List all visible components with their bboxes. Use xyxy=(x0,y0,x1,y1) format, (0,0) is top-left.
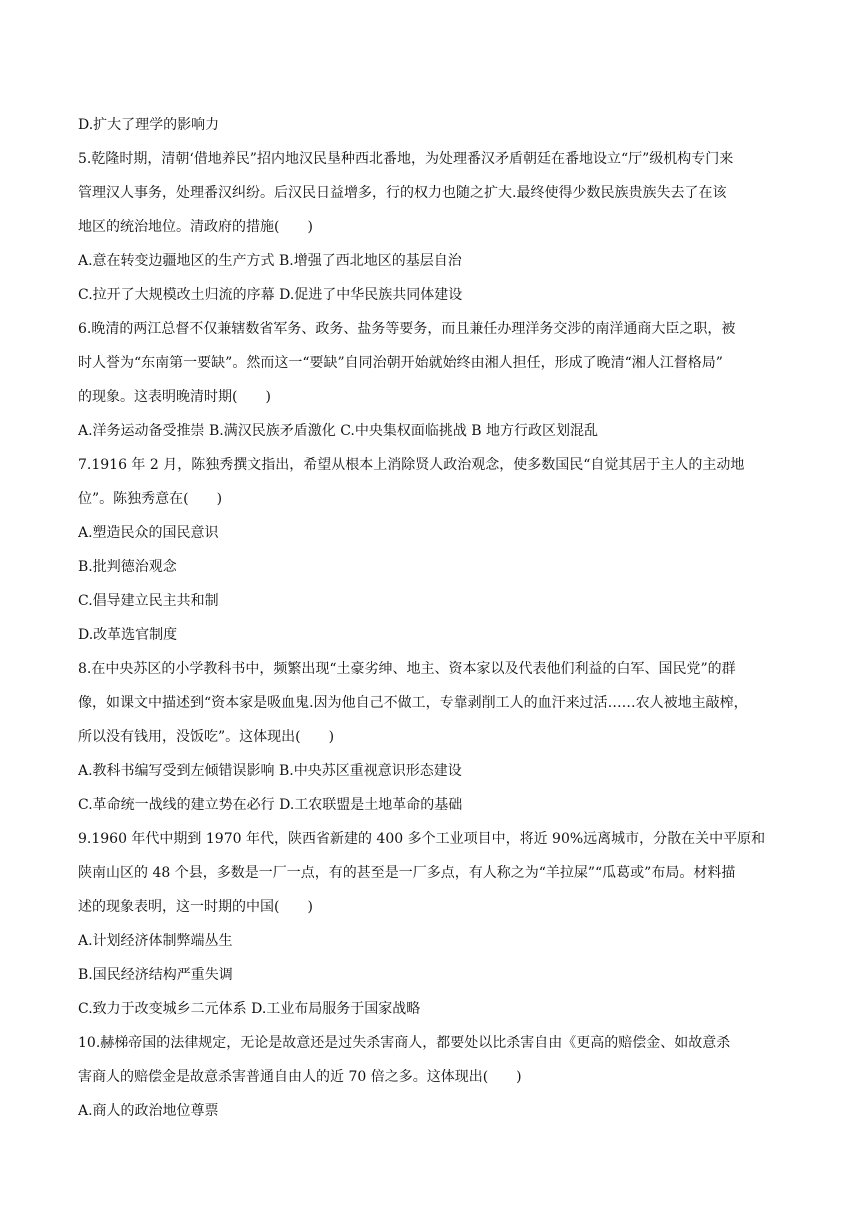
answer-option: A.计划经济体制弊端丛生 xyxy=(78,933,233,949)
question-9-stem: 9.1960 年代中期到 1970 年代，陕西省新建的 400 多个工业项目中，将近 90%远离城市，分散在关中平原和 xyxy=(78,831,766,847)
text-line: 害商人的赔偿金是故意杀害普通自由人的近 70 倍之多。这体现出( ) xyxy=(78,1069,522,1085)
text-line: 的现象。这表明晚清时期( ) xyxy=(78,389,271,405)
question-6-stem: 6.晚清的两江总督不仅兼辖数省军务、政务、盐务等要务，而且兼任办理洋务交涉的南洋通商大臣之职，被 xyxy=(78,321,736,337)
answer-option: A.塑造民众的国民意识 xyxy=(78,525,219,541)
answer-option: C.倡导建立民主共和制 xyxy=(78,593,219,609)
text-line: D.扩大了理学的影响力 xyxy=(78,117,220,133)
text-line: 述的现象表明，这一时期的中国( ) xyxy=(78,899,313,915)
answer-option: C.革命统一战线的建立势在必行 D.工农联盟是土地革命的基础 xyxy=(78,797,463,813)
text-line: 像，如课文中描述到“资本家是吸血鬼.因为他自己不做工，专靠剥削工人的血汗来过活……农人被地主敲榨， xyxy=(78,695,748,711)
question-8-stem: 8.在中央苏区的小学教科书中，频繁出现“土豪劣绅、地主、资本家以及代表他们利益的白军、国民党”的群 xyxy=(78,661,736,677)
answer-option: A.教科书编写受到左倾错误影响 B.中央苏区重视意识形态建设 xyxy=(78,763,462,779)
text-line: 地区的统治地位。清政府的措施( ) xyxy=(78,219,313,235)
answer-option: A.商人的政治地位尊票 xyxy=(78,1103,219,1119)
answer-option: B.批判德治观念 xyxy=(78,559,177,575)
text-line: 管理汉人事务，处理番汉纠纷。后汉民日益增多，行的权力也随之扩大.最终使得少数民族贵族失去了在该 xyxy=(78,185,727,201)
answer-option: D.改革选官制度 xyxy=(78,627,178,643)
text-line: 所以没有钱用，没饭吃”。这体现出( ) xyxy=(78,729,335,745)
answer-option: A.洋务运动备受推崇 B.满汉民族矛盾激化 C.中央集权面临挑战 B 地方行政区划混乱 xyxy=(78,423,599,439)
text-line: 陕南山区的 48 个县，多数是一厂一点，有的甚至是一厂多点，有人称之为“羊拉屎”“瓜葛或”布局。材料描 xyxy=(78,865,736,881)
text-line: 位”。陈独秀意在( ) xyxy=(78,491,223,507)
answer-option: C.拉开了大规模改土归流的序幕 D.促进了中华民族共同体建设 xyxy=(78,287,463,303)
question-text-block xyxy=(78,108,786,1128)
answer-option: C.致力于改变城乡二元体系 D.工业布局服务于国家战略 xyxy=(78,1001,421,1017)
question-10-stem: 10.赫梯帝国的法律规定，无论是故意还是过失杀害商人，都要处以比杀害自由《更高的赔偿金、如故意杀 xyxy=(78,1035,731,1051)
text-line: 时人誉为“东南第一要缺”。然而这一“要缺”自同治朝开始就始终由湘人担任，形成了晚清“湘人江督格局” xyxy=(78,355,723,371)
answer-option: B.国民经济结构严重失调 xyxy=(78,967,233,983)
question-7-stem: 7.1916 年 2 月，陈独秀撰文指出，希望从根本上消除贤人政治观念，使多数国民“自觉其居于主人的主动地 xyxy=(78,457,745,473)
answer-option: A.意在转变边疆地区的生产方式 B.增强了西北地区的基层自治 xyxy=(78,253,462,269)
question-5-stem: 5.乾隆时期，清朝‘借地养民”招内地汉民垦种西北番地，为处理番汉矛盾朝廷在番地设立“厅”级机构专门来 xyxy=(78,151,734,167)
